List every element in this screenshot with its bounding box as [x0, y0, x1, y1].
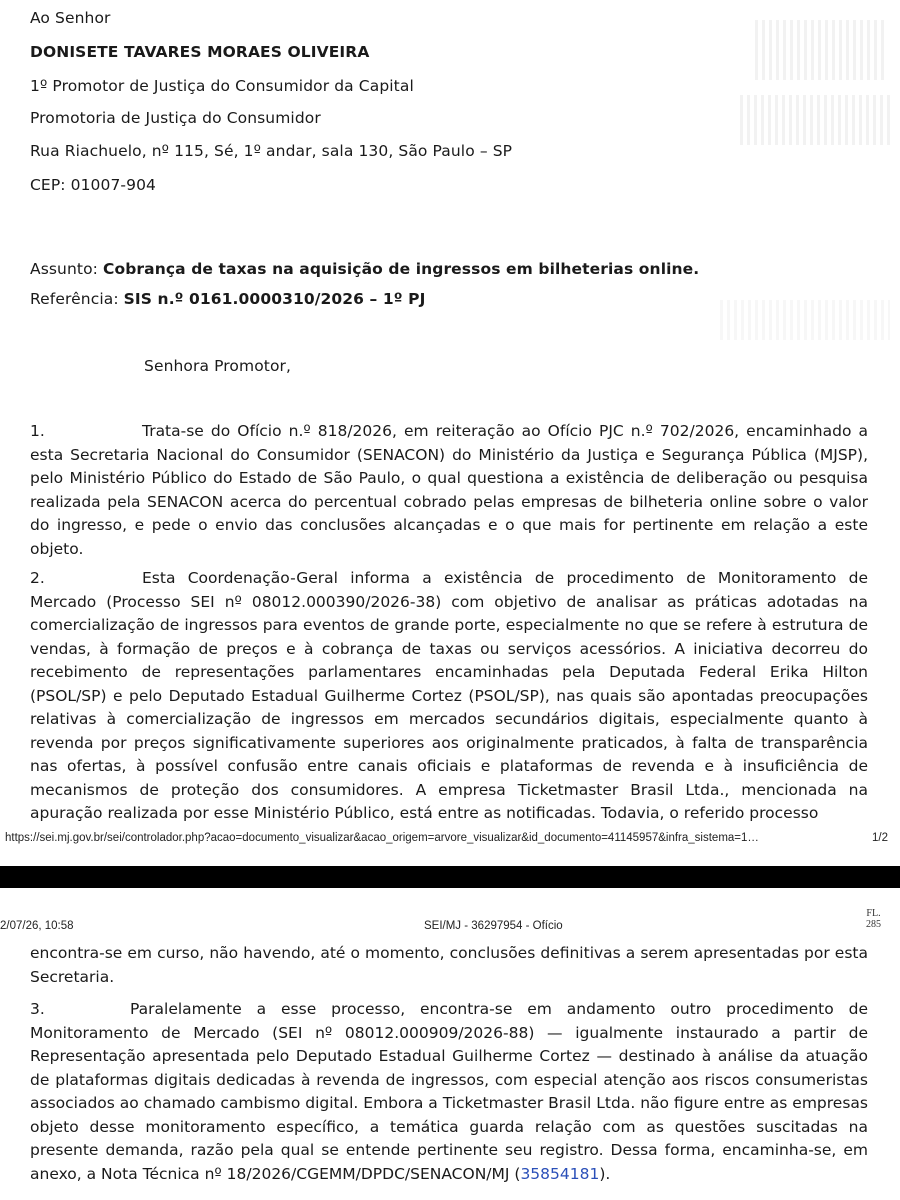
scan-artifact [740, 95, 890, 145]
page-stamp [866, 908, 881, 930]
paragraph-text: Paralelamente a esse processo, encontra-se em andamento outro procedimento de Monitoramento de Mercado (SEI nº 08012.000909/2026-88) — igualmente instaurado a partir de Representação apresentada pelo Deputado Estadual Guilherme Cortez — destinado à análise da atuação de plataformas digitais dedicadas à revenda de ingressos, com especial atenção aos riscos consumeristas associados ao chamado cambismo digital. Embora a Ticketmaster Brasil Ltda. não figure entre as empresas objeto desse monitoramento específico, a temática guarda relação com as questões suscitadas na presente demanda, razão pela qual se entende pertinente seu registro. Dessa forma, encaminha-se, em anexo, a Nota Técnica nº 18/2026/CGEMM/DPDC/SENACON/MJ ( [30, 1000, 868, 1183]
reference-label: Referência: [30, 290, 124, 308]
paragraph-number: 3. [30, 1000, 45, 1018]
paragraph-3 [30, 998, 868, 1186]
scan-artifact [755, 20, 885, 80]
subject-value: Cobrança de taxas na aquisição de ingressos em bilheterias online. [103, 260, 700, 278]
subject-line [30, 260, 699, 278]
salutation-to: Ao Senhor [30, 9, 111, 27]
scan-artifact [720, 300, 890, 340]
stamp-number: 285 [866, 919, 881, 930]
page-separator [0, 866, 900, 888]
footer-page-number: 1/2 [872, 832, 888, 844]
recipient-title: 1º Promotor de Justiça do Consumidor da Capital [30, 77, 414, 95]
recipient-name: DONISETE TAVARES MORAES OLIVEIRA [30, 43, 370, 61]
header-title: SEI/MJ - 36297954 - Ofício [424, 920, 563, 932]
recipient-address: Rua Riachuelo, nº 115, Sé, 1º andar, sala 130, São Paulo – SP [30, 142, 513, 160]
paragraph-number: 1. [30, 422, 45, 440]
document-page-2 [0, 888, 900, 1200]
greeting: Senhora Promotor, [144, 357, 292, 375]
paragraph-2 [30, 567, 868, 826]
paragraph-number: 2. [30, 569, 45, 587]
paragraph-text: Trata-se do Ofício n.º 818/2026, em reiteração ao Ofício PJC n.º 702/2026, encaminhado a esta Secretaria Nacional do Consumidor (SENACON) do Ministério da Justiça e Segurança Pública (MJSP), pelo Ministério Público do Estado de São Paulo, o qual questiona a existência de deliberação ou pesquisa realizada pela SENACON acerca do percentual cobrado pelas empresas de bilheteria online sobre o valor do ingresso, e pede o envio das conclusões alcançadas e o que mais for pertinente em relação a este objeto. [30, 422, 868, 558]
header-date: 2/07/26, 10:58 [0, 920, 74, 932]
paragraph-2-continued [30, 942, 868, 989]
paragraph-text: encontra-se em curso, não havendo, até o momento, conclusões definitivas a serem apresentadas por esta Secretaria. [30, 944, 868, 986]
recipient-office: Promotoria de Justiça do Consumidor [30, 109, 321, 127]
footer-url: https://sei.mj.gov.br/sei/controlador.php?acao=documento_visualizar&acao_origem=arvore_visualizar&id_documento=41145957&infra_sistema=1… [5, 832, 759, 844]
document-link[interactable]: 35854181 [520, 1164, 600, 1183]
paragraph-end: ). [599, 1164, 611, 1183]
subject-label: Assunto: [30, 260, 104, 278]
recipient-cep: CEP: 01007-904 [30, 176, 156, 194]
reference-value: SIS n.º 0161.0000310/2026 – 1º PJ [123, 290, 426, 308]
reference-line [30, 290, 425, 308]
stamp-label: FL. [866, 908, 881, 919]
paragraph-1 [30, 420, 868, 561]
paragraph-text: Esta Coordenação-Geral informa a existência de procedimento de Monitoramento de Mercado (Processo SEI nº 08012.000390/2026-38) com objetivo de analisar as práticas adotadas na comercialização de ingressos para eventos de grande porte, especialmente no que se refere à estrutura de vendas, à formação de preços e à cobrança de taxas ou serviços acessórios. A iniciativa decorreu do recebimento de representações parlamentares encaminhadas pela Deputada Federal Erika Hilton (PSOL/SP) e pelo Deputado Estadual Guilherme Cortez (PSOL/SP), nas quais são apontadas preocupações relativas à comercialização de ingressos em mercados secundários digitais, especialmente quanto à revenda por preços significativamente superiores aos originalmente praticados, à falta de transparência nas ofertas, à possível confusão entre canais oficiais e plataformas de revenda e à insuficiência de mecanismos de proteção dos consumidores. A empresa Ticketmaster Brasil Ltda., mencionada na apuração realizada por esse Ministério Público, está entre as notificadas. Todavia, o referido processo [30, 569, 868, 822]
